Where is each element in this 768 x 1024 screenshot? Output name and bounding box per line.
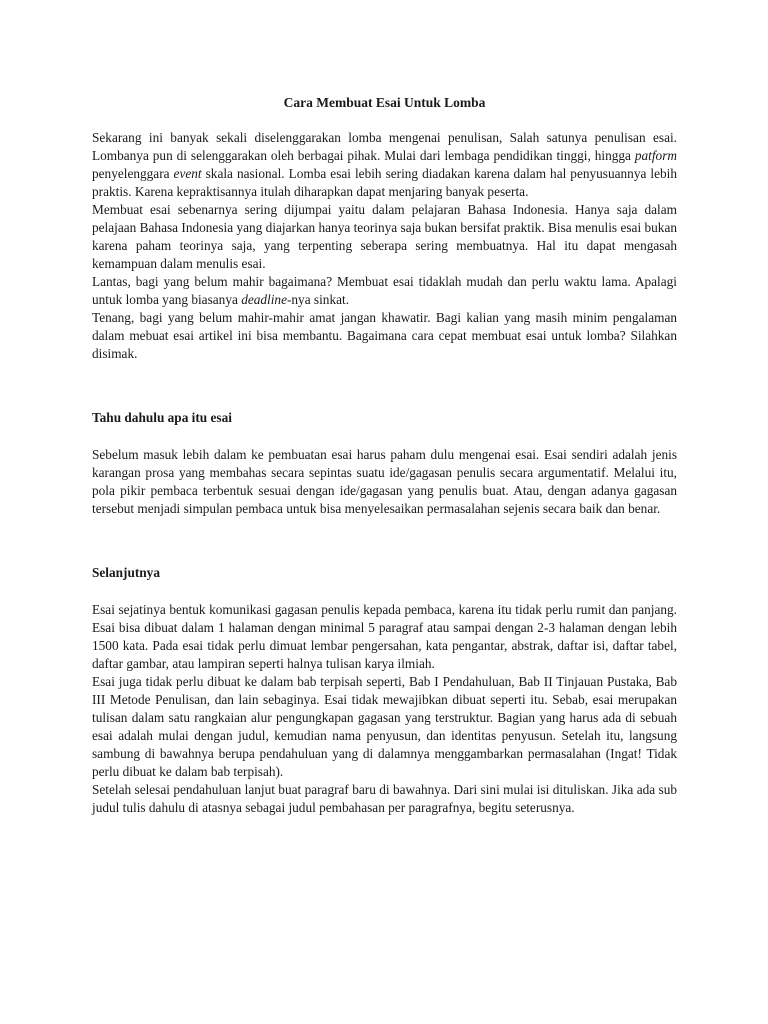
intro-p1-text-b: penyelenggara (92, 166, 174, 181)
document-title: Cara Membuat Esai Untuk Lomba (283, 95, 486, 110)
intro-paragraph-1 (92, 129, 677, 201)
section2-paragraph-3: Setelah selesai pendahuluan lanjut buat paragraf baru di bawahnya. Dari sini mulai isi dituliskan. Jika ada sub judul tulis dahulu di atasnya sebagai judul pembahasan per paragrafnya, begitu seterusnya. (92, 782, 677, 815)
section2-paragraph-1: Esai sejatinya bentuk komunikasi gagasan penulis kepada pembaca, karena itu tidak perlu rumit dan panjang. Esai bisa dibuat dalam 1 halaman dengan minimal 5 paragraf atau sampai dengan 2-3 halaman dengan lebih 1500 kata. Pada esai tidak perlu dimuat lembar pengersahan, kata pengantar, abstrak, daftar isi, daftar tabel, daftar gambar, atau lampiran seperti halnya tulisan karya ilmiah. (92, 602, 677, 671)
section-heading-selanjutnya: Selanjutnya (92, 565, 160, 580)
spacer (92, 518, 677, 564)
intro-p1-text-c: skala nasional. Lomba esai lebih sering diadakan karena dalam hal penyusuannya lebih praktis. Karena kepraktisannya itulah diharapkan dapat menjaring banyak peserta. (92, 166, 677, 199)
intro-paragraph-4: Tenang, bagi yang belum mahir-mahir amat jangan khawatir. Bagi kalian yang masih minim pengalaman dalam mebuat esai artikel ini bisa membantu. Bagaimana cara cepat membuat esai untuk lomba? Silahkan disimak. (92, 310, 677, 361)
intro-p3-text-b: -nya sinkat. (286, 292, 350, 307)
section2-paragraph-2: Esai juga tidak perlu dibuat ke dalam bab terpisah seperti, Bab I Pendahuluan, Bab II Tinjauan Pustaka, Bab III Metode Penulisan, dan lain sebaginya. Esai tidak mewajibkan dibuat seperti itu. Sebab, esai merupakan tulisan dalam satu rangkaian alur pengungkapan gagasan yang terstruktur. Bagian yang harus ada di sebuah esai adalah mulai dengan judul, kemudian nama penyusun, dan identitas penyusun. Setelah itu, langsung sambung di bawahnya berupa pendahuluan yang di dalamnya menggambarkan permasalahan (Ingat! Tidak perlu dibuat ke dalam bab terpisah). (92, 674, 677, 779)
spacer (92, 427, 677, 446)
intro-p3-text-a: Lantas, bagi yang belum mahir bagaimana? Membuat esai tidaklah mudah dan perlu waktu lama. Apalagi untuk lomba yang biasanya (92, 274, 677, 307)
intro-p1-text-a: Sekarang ini banyak sekali diselenggarakan lomba mengenai penulisan, Salah satunya penulisan esai. Lombanya pun di selenggarakan oleh berbagai pihak. Mulai dari lembaga pendidikan tinggi, hingga (92, 130, 677, 163)
intro-paragraph-2: Membuat esai sebenarnya sering dijumpai yaitu dalam pelajaran Bahasa Indonesia. Hanya saja dalam pelajaan Bahasa Indonesia yang diajarkan hanya teorinya saja bukan bersifat praktik. Bisa menulis esai bukan karena paham teorinya saja, yang terpenting seberapa sering membuatnya. Hal itu dapat mengasah kemampuan dalam menulis esai. (92, 202, 677, 271)
section1-paragraph-1: Sebelum masuk lebih dalam ke pembuatan esai harus paham dulu mengenai esai. Esai sendiri adalah jenis karangan prosa yang membahas secara sepintas suatu ide/gagasan penulis secara argumentatif. Melalui itu, pola pikir pembaca terbentuk sesuai dengan ide/gagasan yang penulis buat. Atau, dengan adanya gagasan tersebut menjadi simpulan pembaca untuk bisa menyelesaikan permasalahan sejenis secara baik dan benar. (92, 447, 677, 516)
intro-paragraph-3 (92, 273, 677, 309)
document-page (92, 94, 677, 817)
section-heading-esai: Tahu dahulu apa itu esai (92, 410, 232, 425)
spacer (92, 582, 677, 601)
intro-p1-event: event (173, 166, 202, 181)
intro-p1-patform: patform (634, 148, 677, 163)
intro-p3-deadline: deadline (241, 292, 287, 307)
spacer (92, 363, 677, 409)
